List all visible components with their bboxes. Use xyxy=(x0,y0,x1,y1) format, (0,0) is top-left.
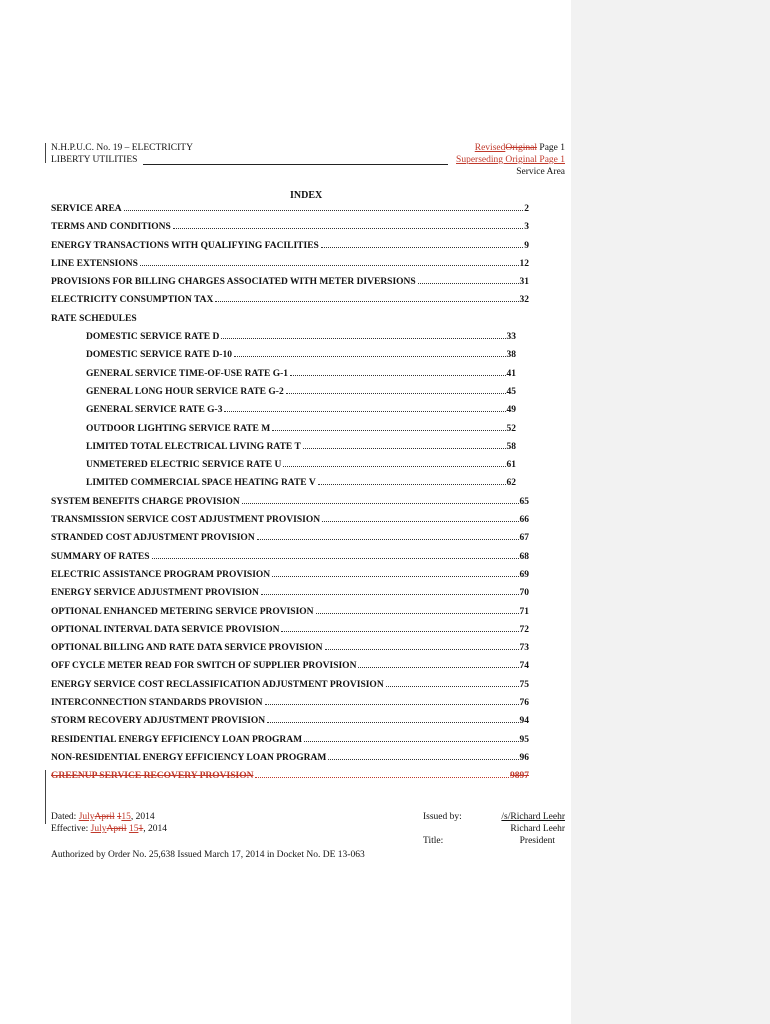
toc-page-number: 68 xyxy=(519,551,529,562)
toc-page-number: 33 xyxy=(506,332,516,343)
toc-entry-title: GENERAL LONG HOUR SERVICE RATE G-2 xyxy=(86,386,284,397)
toc-entry xyxy=(51,566,529,584)
toc-page-number: 32 xyxy=(519,295,529,306)
toc-entry xyxy=(51,383,516,401)
superseding-label: Superseding Original Page 1 xyxy=(456,155,565,165)
toc-entry xyxy=(51,401,516,419)
toc-entry-title: OPTIONAL BILLING AND RATE DATA SERVICE PROVISION xyxy=(51,643,323,654)
toc-page-number: 94 xyxy=(519,716,529,727)
toc-entry-title: NON-RESIDENTIAL ENERGY EFFICIENCY LOAN PROGRAM xyxy=(51,752,327,763)
toc-dot-leader xyxy=(386,685,519,687)
toc-page-number: 67 xyxy=(519,533,529,544)
company-name: LIBERTY UTILITIES xyxy=(51,155,138,165)
toc-entry xyxy=(51,255,529,273)
toc-entry xyxy=(51,676,529,694)
authorization-line: Authorized by Order No. 25,638 Issued March 17, 2014 in Docket No. DE 13-063 xyxy=(51,850,365,860)
toc-dot-leader xyxy=(265,703,519,705)
toc-dot-leader xyxy=(257,538,519,540)
change-bar-footer xyxy=(45,770,46,824)
toc-entry xyxy=(51,237,529,255)
toc-entry xyxy=(51,310,529,328)
toc-dot-leader xyxy=(290,374,505,376)
toc-entry-title: OPTIONAL ENHANCED METERING SERVICE PROVISION xyxy=(51,606,314,617)
toc-page-number: 49 xyxy=(506,405,516,416)
toc-entry-title: SUMMARY OF RATES xyxy=(51,551,150,562)
toc-dot-leader xyxy=(261,593,519,595)
toc-dot-leader xyxy=(418,282,519,284)
toc-page-number: 71 xyxy=(519,606,529,617)
toc-entry xyxy=(51,474,516,492)
toc-entry-title: LIMITED COMMERCIAL SPACE HEATING RATE V xyxy=(86,478,316,489)
page-label xyxy=(380,142,565,154)
toc-entry-title: LINE EXTENSIONS xyxy=(51,258,138,269)
issued-by-line: Issued by: /s/Richard Leehr xyxy=(423,812,565,822)
header-right xyxy=(380,142,565,178)
toc-entry-title: RESIDENTIAL ENERGY EFFICIENCY LOAN PROGRAM xyxy=(51,734,303,745)
toc-entry-title: DOMESTIC SERVICE RATE D-10 xyxy=(86,350,232,361)
toc-entry xyxy=(51,365,516,383)
table-of-contents xyxy=(51,200,529,786)
toc-dot-leader xyxy=(325,648,519,650)
toc-entry xyxy=(51,657,529,675)
toc-dot-leader xyxy=(318,483,506,485)
toc-entry-title: OFF CYCLE METER READ FOR SWITCH OF SUPPLIER PROVISION xyxy=(51,661,357,672)
toc-entry-title: PROVISIONS FOR BILLING CHARGES ASSOCIATED WITH METER DIVERSIONS xyxy=(51,277,416,288)
toc-page-number: 9 xyxy=(524,240,529,251)
toc-dot-leader xyxy=(322,520,518,522)
change-bar-header xyxy=(45,143,46,163)
toc-entry-title: OPTIONAL INTERVAL DATA SERVICE PROVISION xyxy=(51,624,280,635)
page-number: Page 1 xyxy=(537,143,565,153)
toc-dot-leader xyxy=(272,575,518,577)
toc-entry xyxy=(51,603,529,621)
toc-page-number: 74 xyxy=(519,661,529,672)
toc-entry xyxy=(51,749,529,767)
toc-entry-title: GENERAL SERVICE TIME-OF-USE RATE G-1 xyxy=(86,368,289,379)
toc-dot-leader xyxy=(152,557,519,559)
toc-dot-leader xyxy=(286,392,506,394)
toc-entry xyxy=(51,218,529,236)
toc-entry xyxy=(51,200,529,218)
toc-entry xyxy=(51,529,529,547)
toc-entry-title: ELECTRICITY CONSUMPTION TAX xyxy=(51,295,214,306)
toc-dot-leader xyxy=(255,776,509,778)
toc-dot-leader xyxy=(321,246,523,248)
toc-entry-title: STRANDED COST ADJUSTMENT PROVISION xyxy=(51,533,255,544)
toc-entry xyxy=(51,328,516,346)
toc-dot-leader xyxy=(124,209,524,211)
toc-entry xyxy=(51,273,529,291)
toc-dot-leader xyxy=(140,264,519,266)
title-line: Title: President xyxy=(423,836,555,846)
toc-entry xyxy=(51,731,529,749)
toc-entry-title: ENERGY TRANSACTIONS WITH QUALIFYING FACILITIES xyxy=(51,240,319,251)
toc-entry xyxy=(51,511,529,529)
toc-page-number: 58 xyxy=(506,441,516,452)
toc-page-number: 95 xyxy=(519,734,529,745)
toc-entry xyxy=(51,420,516,438)
toc-entry xyxy=(51,694,529,712)
toc-page-number: 38 xyxy=(506,350,516,361)
toc-entry-title: SERVICE AREA xyxy=(51,204,122,214)
toc-page-number: 76 xyxy=(519,698,529,709)
signature: /s/Richard Leehr xyxy=(501,812,565,822)
toc-entry xyxy=(51,712,529,730)
toc-dot-leader xyxy=(234,355,506,357)
toc-page-number: 41 xyxy=(506,368,516,379)
toc-entry xyxy=(51,639,529,657)
revision-inserted: Revised xyxy=(474,143,506,153)
toc-entry-title: STORM RECOVERY ADJUSTMENT PROVISION xyxy=(51,716,266,727)
toc-page-number: 9897 xyxy=(510,771,529,782)
toc-entry-title: ENERGY SERVICE COST RECLASSIFICATION ADJUSTMENT PROVISION xyxy=(51,679,384,690)
footer-issuer xyxy=(423,811,565,847)
toc-page-number: 70 xyxy=(519,588,529,599)
toc-entry-title: SYSTEM BENEFITS CHARGE PROVISION xyxy=(51,496,240,507)
toc-page-number: 62 xyxy=(506,478,516,489)
toc-dot-leader xyxy=(304,740,518,742)
toc-entry-title: DOMESTIC SERVICE RATE D xyxy=(86,332,220,343)
toc-page-number: 65 xyxy=(519,496,529,507)
toc-entry-title: OUTDOOR LIGHTING SERVICE RATE M xyxy=(86,423,271,434)
toc-entry xyxy=(51,548,529,566)
dated-line: Dated: JulyApril 115, 2014 xyxy=(51,812,155,822)
toc-dot-leader xyxy=(267,721,518,723)
index-title: INDEX xyxy=(290,190,323,201)
tariff-number: N.H.P.U.C. No. 19 – ELECTRICITY xyxy=(51,143,193,153)
toc-dot-leader xyxy=(358,666,518,668)
header-left xyxy=(51,142,193,166)
toc-page-number: 66 xyxy=(519,515,529,526)
toc-entry-title: LIMITED TOTAL ELECTRICAL LIVING RATE T xyxy=(86,441,301,452)
toc-dot-leader xyxy=(272,429,505,431)
toc-page-number: 61 xyxy=(506,460,516,471)
toc-page-number: 12 xyxy=(519,258,529,269)
toc-dot-leader xyxy=(224,410,505,412)
toc-dot-leader xyxy=(303,447,506,449)
toc-page-number: 45 xyxy=(506,386,516,397)
toc-entry xyxy=(51,621,529,639)
toc-page-number: 31 xyxy=(519,277,529,288)
toc-dot-leader xyxy=(328,758,518,760)
toc-dot-leader xyxy=(221,337,505,339)
toc-page-number: 2 xyxy=(524,204,529,214)
toc-dot-leader xyxy=(173,227,523,229)
toc-page-number: 72 xyxy=(519,624,529,635)
section-label: Service Area xyxy=(516,167,565,177)
toc-entry-title: INTERCONNECTION STANDARDS PROVISION xyxy=(51,698,263,709)
toc-page-number: 69 xyxy=(519,569,529,580)
toc-entry-title: RATE SCHEDULES xyxy=(51,313,137,324)
toc-entry-title: UNMETERED ELECTRIC SERVICE RATE U xyxy=(86,460,282,471)
toc-entry-title: GREENUP SERVICE RECOVERY PROVISION xyxy=(51,771,254,782)
toc-page-number: 73 xyxy=(519,643,529,654)
toc-entry-title: TERMS AND CONDITIONS xyxy=(51,222,171,233)
toc-entry xyxy=(51,767,529,785)
toc-page-number: 3 xyxy=(524,222,529,233)
toc-entry xyxy=(51,291,529,309)
toc-entry-title: ENERGY SERVICE ADJUSTMENT PROVISION xyxy=(51,588,259,599)
comments-pane xyxy=(571,0,770,1024)
toc-entry-title: TRANSMISSION SERVICE COST ADJUSTMENT PROVISION xyxy=(51,515,321,526)
revision-deleted: Original xyxy=(505,143,538,153)
toc-page-number: 75 xyxy=(519,679,529,690)
toc-dot-leader xyxy=(281,630,518,632)
toc-entry xyxy=(51,438,516,456)
issuer-name: Richard Leehr xyxy=(510,824,565,834)
toc-entry xyxy=(51,346,516,364)
toc-dot-leader xyxy=(316,612,519,614)
effective-line: Effective: JulyApril 151, 2014 xyxy=(51,824,167,834)
toc-page-number: 96 xyxy=(519,752,529,763)
toc-entry xyxy=(51,584,529,602)
toc-dot-leader xyxy=(215,300,518,302)
toc-page-number: 52 xyxy=(506,423,516,434)
toc-entry xyxy=(51,456,516,474)
toc-entry-title: GENERAL SERVICE RATE G-3 xyxy=(86,405,223,416)
toc-dot-leader xyxy=(242,502,519,504)
footer-dates xyxy=(51,811,167,835)
toc-entry-title: ELECTRIC ASSISTANCE PROGRAM PROVISION xyxy=(51,569,271,580)
toc-entry xyxy=(51,493,529,511)
toc-dot-leader xyxy=(283,465,505,467)
